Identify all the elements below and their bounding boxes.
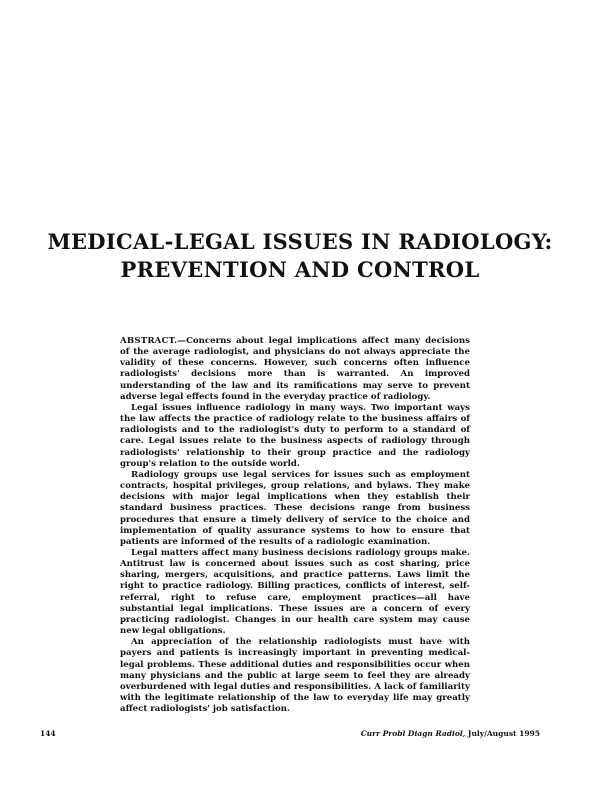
title-line-1: MEDICAL-LEGAL ISSUES IN RADIOLOGY: [47, 229, 553, 254]
journal-citation [361, 729, 540, 738]
journal-name: Curr Probl Diagn Radiol, [360, 729, 466, 738]
article-title [40, 228, 560, 284]
abstract-paragraph-4: Legal matters affect many business decisions radiology groups make. Antitrust law is concerned about issues such as cost sharing, price sharing, mergers, acquisitions, and practice patterns. Laws limit the right to practice radiology. Billing practices, conflicts of interest, self-referral, right to refuse care, employment practices—all have substantial legal implications. These issues are a concern of every practicing radiologist. Changes in our health care system may cause new legal obligations. [120, 547, 470, 637]
title-line-2: PREVENTION AND CONTROL [120, 257, 480, 282]
abstract-paragraph-5: An appreciation of the relationship radiologists must have with payers and patients is increasingly important in preventing medical-legal problems. These additional duties and responsibilities occur when many physicians and the public at large seem to feel they are already overburdened with legal duties and responsibilities. A lack of familiarity with the legitimate relationship of the law to everyday life may greatly affect radiologists' job satisfaction. [120, 637, 470, 715]
abstract-paragraph-2: Legal issues influence radiology in many ways. Two important ways the law affects the practice of radiology relate to the business affairs of radiologists and to the radiologist's duty to perform to a standard of care. Legal issues relate to the business aspects of radiology through radiologists' relationship to their group practice and the radiology group's relation to the outside world. [120, 402, 470, 469]
abstract-label: ABSTRACT.— [120, 336, 187, 346]
abstract-paragraph-1-text: Concerns about legal implications affect many decisions of the average radiologist, and physicians do not always appreciate the validity of these concerns. However, such concerns often influence radiologists' decisions more than is warranted. An improved understanding of the law and its ramifications may serve to prevent adverse legal effects found in the everyday practice of radiology. [120, 336, 470, 402]
abstract [120, 336, 470, 715]
abstract-paragraph-1 [120, 336, 470, 403]
abstract-paragraph-3: Radiology groups use legal services for issues such as employment contracts, hospital privileges, group relations, and bylaws. They make decisions with major legal implications when they establish their standard business practices. These decisions range from business procedures that ensure a timely delivery of service to the choice and implementation of quality assurance systems to how to ensure that patients are informed of the results of a radiologic examination. [120, 469, 470, 547]
page-number: 144 [40, 729, 56, 738]
issue-date: July/August 1995 [467, 729, 540, 738]
